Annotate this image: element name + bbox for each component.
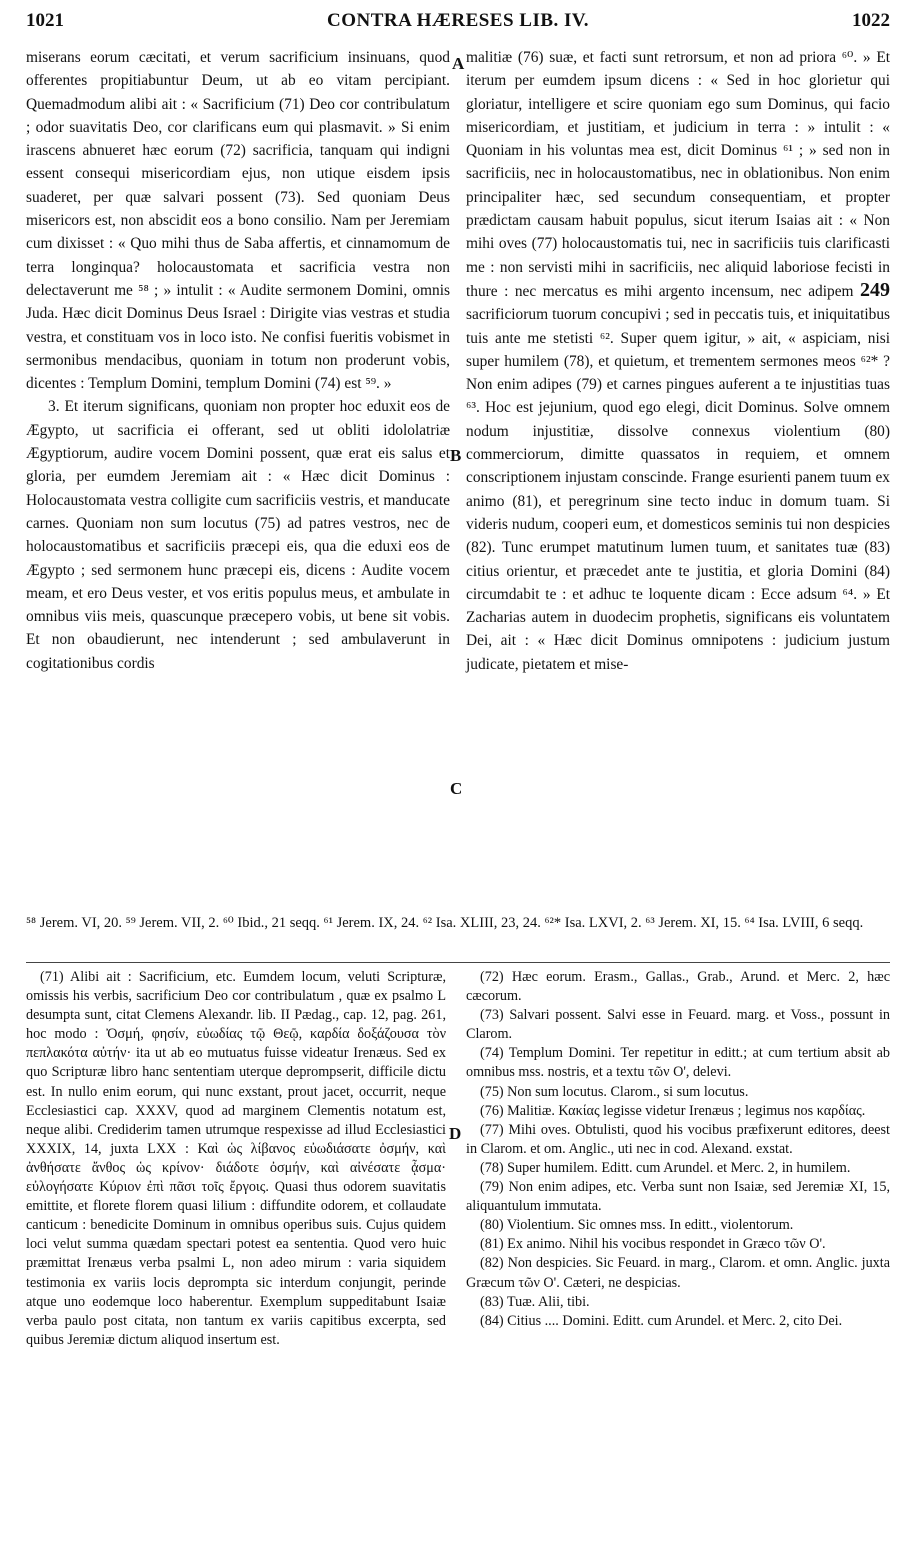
body-paragraph: 3. Et iterum significans, quoniam non propter hoc eduxit eos de Ægypto, ut sacrificia ei offerant, sed ut obliti idololatriæ Ægyptiorum, audire vocem Domini possent, quæ erat eis salus et gloria, per eumdem Jeremiam ait : « Hæc dicit Dominus : Holocaustomata vestra colligite cum sacrificiis vestris, et manducate carnes. Quoniam non sum locutus (75) ad patres vestros, nec de holocaustomatibus et sacrificiis præcepi eis, qua die eduxi eos de Ægypto ; sed sermonem hunc præcepi eis, dicens : Audite vocem meam, et ero Deus vester, et vos eritis populus meus, et ambulate in omnibus viis meis, quascunque præcepero vobis, ut bene sit vobis. Et non obaudierunt, nec intenderunt ; sed ambulaverunt in cogitationibus cordis (26, 398, 450, 672)
note: (81) Ex animo. Nihil his vocibus respondet in Græco τῶν Ο'. (480, 1236, 826, 1253)
notes-column-right (466, 968, 890, 1331)
note: (75) Non sum locutus. Clarom., si sum locutus. (480, 1083, 749, 1100)
note: (73) Salvari possent. Salvi esse in Feuard. marg. et Voss., possunt in Clarom. (466, 1007, 890, 1043)
body-paragraph (466, 46, 890, 676)
notes-divider (26, 962, 890, 963)
margin-mark-a: A (452, 54, 465, 73)
margin-mark-c: C (450, 779, 463, 798)
body-column-left (26, 46, 450, 675)
body-column-right (466, 46, 890, 676)
note: (77) Mihi oves. Obtulisti, quod his vocibus præfixerunt editores, deest in Clarom. et om. Anglic., uti nec in cod. Alexand. exstat. (466, 1121, 890, 1157)
page-marker: 249 (860, 278, 890, 301)
notes-column-left (26, 968, 446, 1350)
scripture-references: ⁵⁸ Jerem. VI, 20. ⁵⁹ Jerem. VII, 2. ⁶⁰ Ibid., 21 seqq. ⁶¹ Jerem. IX, 24. ⁶² Isa. XLIII, 23, 24. ⁶²* Isa. LXVI, 2. ⁶³ Jerem. XI, 15. ⁶⁴ Isa. LVIII, 6 seqq. (26, 915, 864, 931)
note: (76) Malitiæ. Κακίας legisse videtur Irenæus ; legimus nos καρδίας. (480, 1102, 866, 1119)
note: (78) Super humilem. Editt. cum Arundel. et Merc. 2, in humilem. (480, 1159, 851, 1176)
body-text: malitiæ (76) suæ, et facti sunt retrorsum, et non ad priora ⁶⁰. » Et iterum per eumdem ipsum dicens : « Sed in hoc glorietur qui gloriatur, intelligere et scire quoniam ego sum Dominus, qui facio misericordiam, et justitiam, et judicium in terra : » intulit : « Quoniam in his voluntas mea est, dicit Dominus ⁶¹ ; » sed non in sacrificiis, nec in holocaustomatibus, nec in oblationibus. Non enim principaliter hæc, sed secundum consequentiam, et propter prædictam causam habuit populus, sicut iterum Isaias ait : « Non mihi oves (77) holocaustomatis tui, nec in sacrificiis tuis clarificasti me : non servisti mihi in sacrificiis, nec aliquid laboriose fecisti in thure : nec mercatus es mihi argento incensum, nec adipem (466, 49, 890, 300)
note: (74) Templum Domini. Ter repetitur in editt.; at cum tertium absit ab omnibus mss. nostris, et a textu τῶν Ο', delevi. (466, 1045, 890, 1081)
body-text: sacrificiorum tuorum concupivi ; sed in peccatis tuis, et iniquitatibus tuis ante me stetisti ⁶². Super quem igitur, » ait, « aspiciam, nisi super humilem (78), et quietum, et trementem sermones meos ⁶²* ? Non enim adipes (79) et carnes pingues auferent a te injustitias tuas ⁶³. Hoc est jejunium, quod ego elegi, dicit Dominus. Solve omnem nodum injustitiæ, dissolve connexus violentium (80) commerciorum, dimitte quassatos in requiem, et omnem conscriptionem injustam conscinde. Frange esurienti panem tuum ex animo (81), et peregrinum sine tecto induc in domum tuam. Si videris nudum, cooperi eum, et domesticos seminis tui non despicies (82). Tunc erumpet matutinum lumen tuum, et sanitates tuæ (83) citius orientur, et præcedet ante te justitia, et gloria Domini (84) circumdabit te : et adhuc te loquente dicam : Ecce adsum ⁶⁴. » Et Zacharias autem in duodecim prophetis, significans eis voluntatem Dei, ait : « Hæc dicit Dominus omnipotens : judicium justum judicate, pietatem et mise- (466, 306, 890, 673)
note: (72) Hæc eorum. Erasm., Gallas., Grab., Arund. et Merc. 2, hæc cæcorum. (466, 969, 890, 1005)
note: (80) Violentium. Sic omnes mss. In editt., violentorum. (480, 1217, 794, 1234)
note: (82) Non despicies. Sic Feuard. in marg., Clarom. et omn. Anglic. juxta Græcum τῶν Ο'. Cæteri, ne despicias. (466, 1255, 890, 1291)
body-paragraph: miserans eorum cæcitati, et verum sacrificium insinuans, quod offerentes propitiabuntur Deum, ut ab eo vitam percipiant. Quemadmodum alibi ait : « Sacrificium (71) Deo cor contribulatum ; odor suavitatis Deo, cor clarificans eum qui plasmavit. » Si enim irascens abnueret hæc eorum (72) sacrificia, tanquam qui indigni essent consequi misericordiam ejus, non utique eisdem ipsis suaderet, per quæ salvari possent (73). Sed quoniam Deus misericors est, non abscidit eos a bono consilio. Nam per Jeremiam cum dixisset : « Quo mihi thus de Saba affertis, et cinnamomum de terra longinqua? holocaustomata et sacrificia vestra non delectaverunt me ⁵⁸ ; » intulit : « Audite sermonem Domini, omnis Juda. Hæc dicit Dominus Deus Israel : Dirigite vias vestras et studia vestra, et constituam vos in loco isto. Ne confisi fueritis vobismet in sermonibus mendacibus, quoniam in totum non proderunt vobis, dicentes : Templum Domini, templum Domini (74) est ⁵⁹. » (26, 49, 450, 393)
note: (79) Non enim adipes, etc. Verba sunt non Isaiæ, sed Jeremiæ XI, 15, aliquantulum immutata. (466, 1179, 890, 1215)
margin-mark-b: B (450, 446, 462, 465)
page-header (26, 6, 890, 36)
margin-mark-d: D (449, 1124, 462, 1143)
running-title: CONTRA HÆRESES LIB. IV. (327, 10, 589, 31)
page-number-left: 1021 (26, 10, 64, 31)
note: (71) Alibi ait : Sacrificium, etc. Eumdem locum, veluti Scripturæ, omissis his verbis, sacrificium Deo cor contribulatum , quæ ex psalmo L desumpta sunt, citat Clemens Alexandr. lib. II Pædag., cap. 12, pag. 261, hoc modo : Ὀσμή, φησίν, εὐωδίας τῷ Θεῷ, καρδία δοξάζουσα τὸν πεπλακότα αὐτήν· ita ut ab eo mutuatus fuisse videatur Irenæus. Sed ex quo Scripturæ libro hanc sententiam uterque deprompserit, difficile dictu est. In nullo enim eorum, qui nunc exstant, prout jacet, occurrit, neque Ecclesiastici cap. XXXV, quod ad marginem Clementis notatum est, neque alibi. Crediderim tamen utrumque respexisse ad illud Ecclesiastici XXXIX, 14, juxta LXX : Καὶ ὡς λίβανος εὐωδιάσατε ὀσμήν, καὶ ἀνθήσατε ἄνθος ὡς κρίνον· διάδοτε ὀσμήν, καὶ αἰνέσατε ᾆσμα· εὐλογήσατε Κύριον ἐπὶ πᾶσι τοῖς ἔργοις. Quasi thus odorem suavitatis emittite, et florete florem quasi lilium : diffundite odorem, et collaudate canticum : benedicite Dominum in omnibus operibus suis. Cujus quidem loci velut summa quædam spectari potest ea sententia. Quod vero huic præmittat Irenæus verba psalmi L, non adeo mirum : varia siquidem testimonia ex variis locis deprompta sic interdum conjungit, perinde atque uno eodemque loco haberentur. Exemplum suppeditabunt Isaiæ verba paulo post citata, non tantum ex variis capitibus excerpta, sed quibus Jeremiæ dictum aliquod insertum est. (26, 969, 446, 1348)
page-number-right: 1022 (852, 10, 890, 31)
note: (83) Tuæ. Alii, tibi. (480, 1293, 590, 1310)
note: (84) Citius .... Domini. Editt. cum Arundel. et Merc. 2, cito Dei. (480, 1312, 843, 1329)
